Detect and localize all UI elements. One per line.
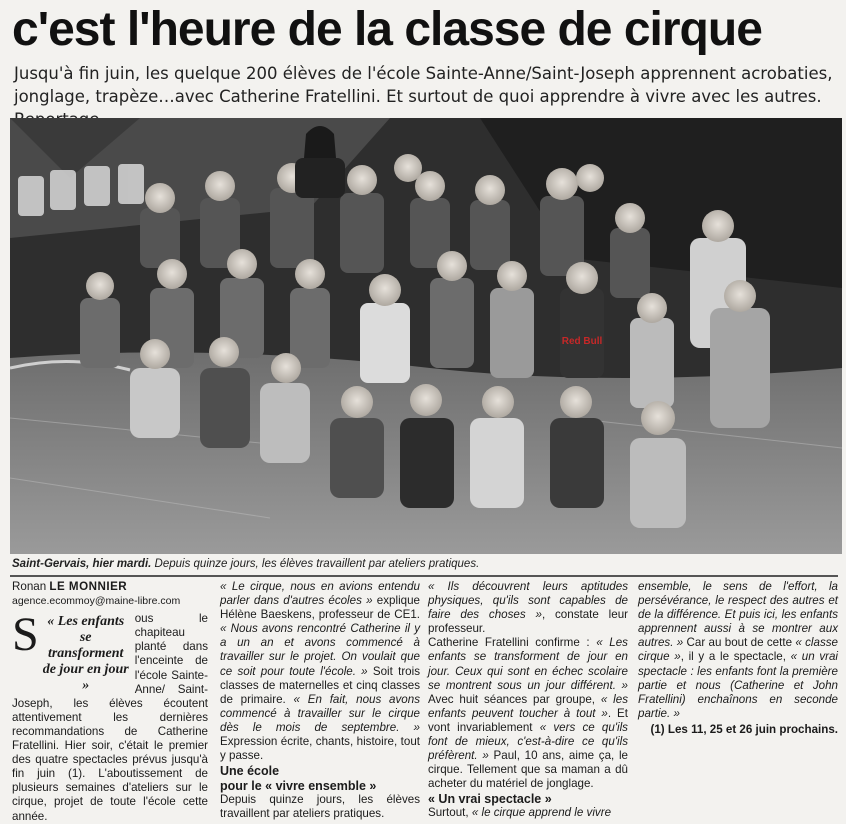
- subheading-2: pour le « vivre ensemble »: [220, 779, 377, 794]
- body-text: Avec huit séances par groupe,: [428, 692, 601, 706]
- col1-text: ous le chapiteau planté dans l'enceinte de l'école Sainte-Anne/ Saint-Joseph, les élèves écoutent attentivement les dernières recommandations de Catherine Fratellini. Hier soir, c'était le premier des quatre spectacles prévus jusqu'à fin juin (1). L'aboutissement de plusieurs semaines d'ateliers sur le cirque, projet de toute l'école cette année.: [12, 612, 208, 823]
- article-column-4: [638, 580, 838, 737]
- col3-paragraph-3: [428, 806, 628, 820]
- caption-place: Saint-Gervais, hier mardi.: [12, 558, 152, 570]
- author-email[interactable]: agence.ecommoy@maine-libre.com: [12, 595, 181, 608]
- quote-text: « Ils découvrent leurs aptitudes physiques, qu'ils sont capables de faire des choses »: [428, 580, 628, 622]
- col2-paragraph-2: Depuis quinze jours, les élèves travaillent par ateliers pratiques.: [220, 793, 420, 821]
- shirt-logo: Red Bull: [561, 336, 603, 347]
- body-text: explique Hélène Baeskens, professeur de CE1.: [220, 594, 420, 622]
- body-text: Soit trois classes de maternelles et cinq classes de primaire.: [220, 664, 420, 706]
- body-text: Expression écrite, chants, histoire, tout y passe.: [220, 735, 420, 763]
- col3-paragraph-2: [428, 636, 628, 791]
- quote-text: « En fait, nous avons commencé à travailler sur le cirque dès le mois de septembre. »: [220, 692, 420, 734]
- quote-text: « Le cirque, nous en avions entendu parler dans d'autres écoles »: [220, 580, 420, 608]
- article-column-1: [12, 580, 208, 824]
- byline-prefix: Ronan: [12, 580, 50, 593]
- body-text: , il y a le spectacle,: [680, 650, 791, 664]
- body-text: . Et vont invariablement: [428, 706, 628, 734]
- body-text: Surtout,: [428, 806, 472, 820]
- pull-quote: « Les enfants se transforment de jour en jour »: [42, 614, 129, 694]
- quote-text: ensemble, le sens de l'effort, la persévérance, le respect des autres et de la différence. Et puis ici, les enfants apprennent aussi à se montrer aux autres. »: [638, 580, 838, 650]
- byline: [12, 580, 208, 594]
- photo-caption: [12, 556, 838, 572]
- body-text: , constate leur professeur.: [428, 608, 629, 636]
- separator-rule: [10, 575, 838, 577]
- deck-paragraph: Jusqu'à fin juin, les quelque 200 élèves de l'école Sainte-Anne/Saint-Joseph apprennent acrobaties, jonglage, trapèze…avec Catherine Fratellini. Et surtout de quoi apprendre à vivre avec les autres.: [14, 64, 833, 106]
- quote-text: « un vrai spectacle : les enfants font la première partie et nous (Catherine et John Fratellini) enchaînons en seconde partie. »: [638, 650, 839, 720]
- footnote: (1) Les 11, 25 et 26 juin prochains.: [650, 722, 838, 736]
- subheading-1: Une école: [220, 764, 280, 779]
- col2-paragraph-1: [220, 580, 420, 763]
- drop-cap: S: [12, 608, 39, 662]
- body-text: Catherine Fratellini confirme :: [428, 636, 597, 650]
- quote-text: « classe cirque »: [638, 636, 838, 664]
- headline: c'est l'heure de la classe de cirque: [12, 3, 762, 56]
- byline-name: LE MONNIER: [49, 580, 128, 593]
- body-text: Paul, 10 ans, aime ça, le cirque. Tellement que sa maman a dû acheter du matériel de jonglage.: [428, 749, 628, 791]
- col1-paragraph: [12, 608, 208, 823]
- quote-text: « le cirque apprend le vivre: [471, 806, 612, 820]
- col3-paragraph-1: [428, 580, 628, 636]
- article-column-3: [428, 580, 628, 821]
- caption-text: Depuis quinze jours, les élèves travaillent par ateliers pratiques.: [151, 558, 480, 570]
- body-text: Car au bout de cette: [683, 636, 796, 650]
- group-photo: [10, 118, 842, 554]
- subheading-3: « Un vrai spectacle »: [428, 792, 552, 807]
- article-column-2: [220, 580, 420, 821]
- group-photo-illustration: [10, 118, 842, 554]
- quote-text: « Les enfants se transforment de jour en jour. Ceux qui sont en échec scolaire se montrent sous un jour différent. »: [428, 636, 628, 692]
- col4-paragraph-1: [638, 580, 838, 721]
- quote-text: « Nous avons rencontré Catherine il y a un an et avons commencé à travailler sur le projet. On voulait que ce soit pour toute l'école. »: [220, 622, 420, 678]
- quote-text: « vers ce qu'ils font de mieux, c'est-à-dire ce qu'ils préfèrent. »: [428, 720, 628, 763]
- quote-text: « les enfants peuvent toucher à tout »: [428, 692, 628, 720]
